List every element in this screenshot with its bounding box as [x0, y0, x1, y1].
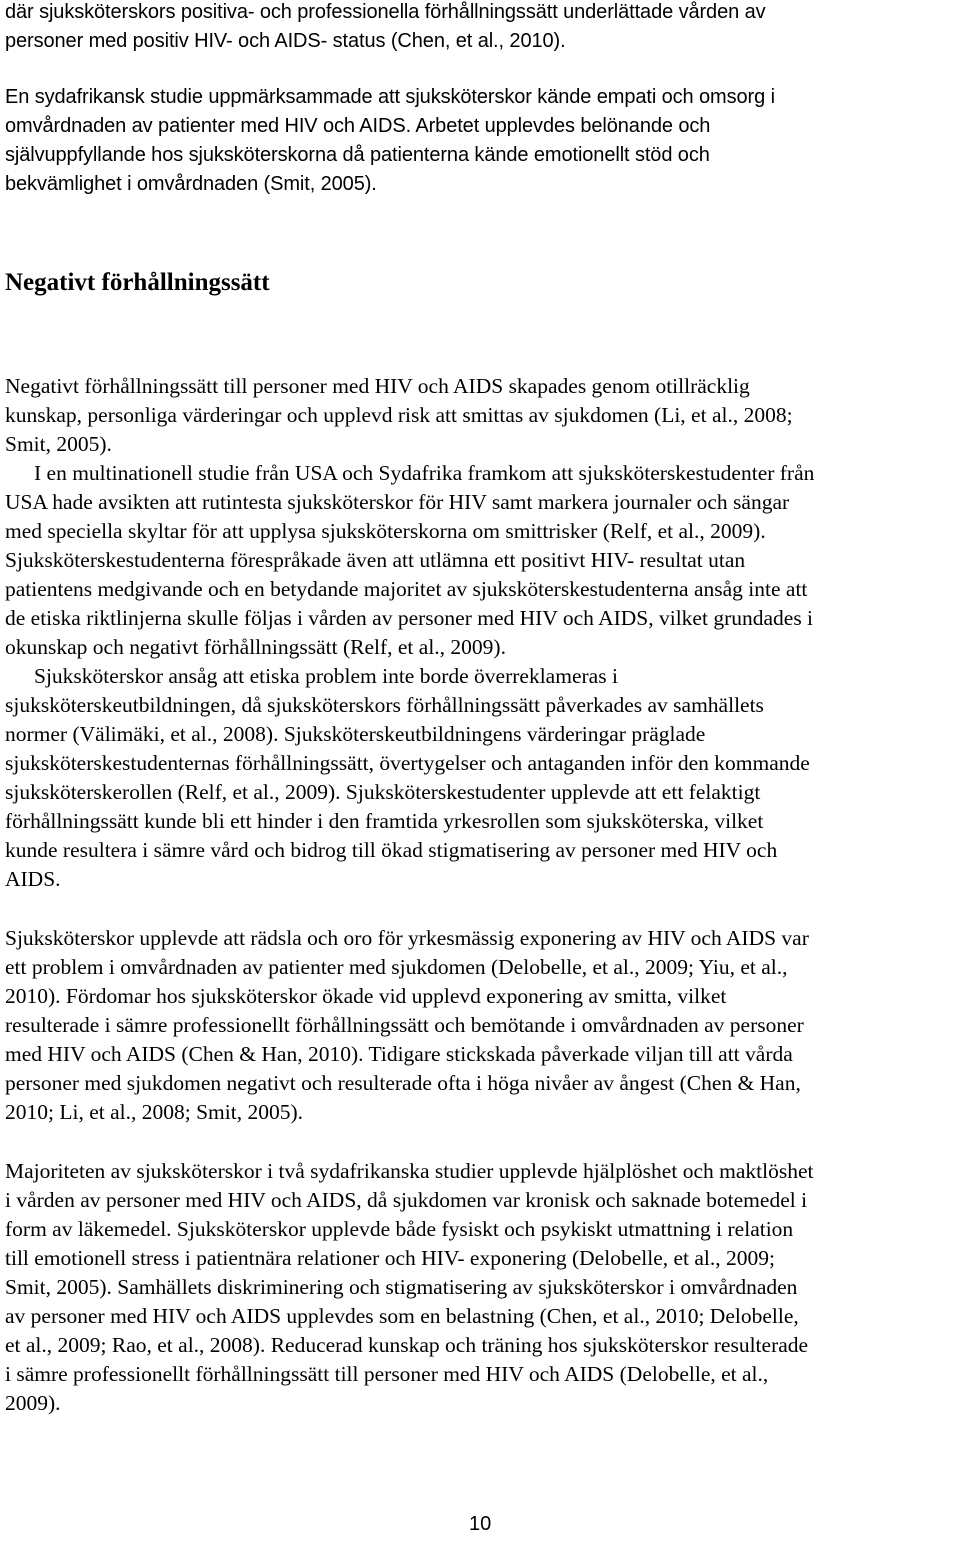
- p2-line-5: med HIV och AIDS (Chen & Han, 2010). Tidigare stickskada påverkade viljan till att vårda: [5, 1042, 793, 1066]
- p2-line-7: 2010; Li, et al., 2008; Smit, 2005).: [5, 1100, 303, 1124]
- p1-line-14: sjuksköterskestudenternas förhållningssätt, övertygelser och antaganden inför den kommande: [5, 751, 810, 775]
- p2-line-2: ett problem i omvårdnaden av patienter med sjukdomen (Delobelle, et al., 2009; Yiu, et al.,: [5, 955, 788, 979]
- p1-line-5: USA hade avsikten att rutintesta sjuksköterskor för HIV samt markera journaler och sängar: [5, 490, 790, 514]
- p1-line-18: AIDS.: [5, 867, 61, 891]
- p3-line-8: i sämre professionellt förhållningssätt till personer med HIV och AIDS (Delobelle, et al.,: [5, 1362, 769, 1386]
- p1-line-11: Sjuksköterskor ansåg att etiska problem inte borde överreklameras i: [34, 664, 618, 688]
- p3-line-6: av personer med HIV och AIDS upplevdes som en belastning (Chen, et al., 2010; Delobelle,: [5, 1304, 799, 1328]
- p3-line-9: 2009).: [5, 1391, 61, 1415]
- p3-line-5: Smit, 2005). Samhällets diskriminering och stigmatisering av sjuksköterskor i omvårdnaden: [5, 1275, 798, 1299]
- intro-line-6: bekvämlighet i omvårdnaden (Smit, 2005).: [5, 173, 377, 195]
- intro-line-2: personer med positiv HIV- och AIDS- status (Chen, et al., 2010).: [5, 30, 566, 52]
- p1-line-16: förhållningssätt kunde bli ett hinder i den framtida yrkesrollen som sjuksköterska, vilket: [5, 809, 764, 833]
- p1-line-6: med speciella skyltar för att upplysa sjuksköterskorna om smittrisker (Relf, et al., 2009).: [5, 519, 766, 543]
- p2-line-4: resulterade i sämre professionellt förhållningssätt och bemötande i omvårdnaden av personer: [5, 1013, 804, 1037]
- p1-line-13: normer (Välimäki, et al., 2008). Sjuksköterskeutbildningens värderingar präglade: [5, 722, 706, 746]
- p1-line-3: Smit, 2005).: [5, 432, 112, 456]
- p2-line-1: Sjuksköterskor upplevde att rädsla och oro för yrkesmässig exponering av HIV och AIDS var: [5, 926, 809, 950]
- intro-line-5: självuppfyllande hos sjuksköterskorna då patienterna kände emotionellt stöd och: [5, 144, 710, 166]
- p2-line-6: personer med sjukdomen negativt och resulterade ofta i höga nivåer av ångest (Chen & Han,: [5, 1071, 801, 1095]
- p1-line-4: I en multinationell studie från USA och Sydafrika framkom att sjuksköterskestudenter från: [34, 461, 815, 485]
- p1-line-10: okunskap och negativt förhållningssätt (Relf, et al., 2009).: [5, 635, 506, 659]
- p1-line-8: patientens medgivande och en betydande majoritet av sjuksköterskestudenterna ansåg inte att: [5, 577, 808, 601]
- intro-line-3: En sydafrikansk studie uppmärksammade att sjuksköterskor kände empati och omsorg i: [5, 86, 775, 108]
- page-number: 10: [469, 1513, 492, 1535]
- p1-line-1: Negativt förhållningssätt till personer med HIV och AIDS skapades genom otillräcklig: [5, 374, 750, 398]
- p3-line-2: i vården av personer med HIV och AIDS, då sjukdomen var kronisk och saknade botemedel i: [5, 1188, 808, 1212]
- intro-line-4: omvårdnaden av patienter med HIV och AIDS. Arbetet upplevdes belönande och: [5, 115, 711, 137]
- p1-line-15: sjuksköterskerollen (Relf, et al., 2009). Sjuksköterskestudenter upplevde att ett felaktigt: [5, 780, 761, 804]
- section-heading: Negativt förhållningssätt: [5, 269, 270, 296]
- p3-line-7: et al., 2009; Rao, et al., 2008). Reducerad kunskap och träning hos sjuksköterskor resulterade: [5, 1333, 809, 1357]
- p1-line-17: kunde resultera i sämre vård och bidrog till ökad stigmatisering av personer med HIV och: [5, 838, 778, 862]
- p1-line-7: Sjuksköterskestudenterna förespråkade även att utlämna ett positivt HIV- resultat utan: [5, 548, 746, 572]
- intro-line-1: där sjuksköterskors positiva- och professionella förhållningssätt underlättade vården av: [5, 1, 766, 23]
- p2-line-3: 2010). Fördomar hos sjuksköterskor ökade vid upplevd exponering av smitta, vilket: [5, 984, 727, 1008]
- p1-line-9: de etiska riktlinjerna skulle följas i vården av personer med HIV och AIDS, vilket grundades i: [5, 606, 814, 630]
- p3-line-4: till emotionell stress i patientnära relationer och HIV- exponering (Delobelle, et al., 2009;: [5, 1246, 775, 1270]
- p3-line-3: form av läkemedel. Sjuksköterskor upplevde både fysiskt och psykiskt utmattning i relation: [5, 1217, 794, 1241]
- p1-line-2: kunskap, personliga värderingar och upplevd risk att smittas av sjukdomen (Li, et al., 2008;: [5, 403, 793, 427]
- p3-line-1: Majoriteten av sjuksköterskor i två sydafrikanska studier upplevde hjälplöshet och maktlöshet: [5, 1159, 814, 1183]
- p1-line-12: sjuksköterskeutbildningen, då sjuksköterskors förhållningssätt påverkades av samhällets: [5, 693, 764, 717]
